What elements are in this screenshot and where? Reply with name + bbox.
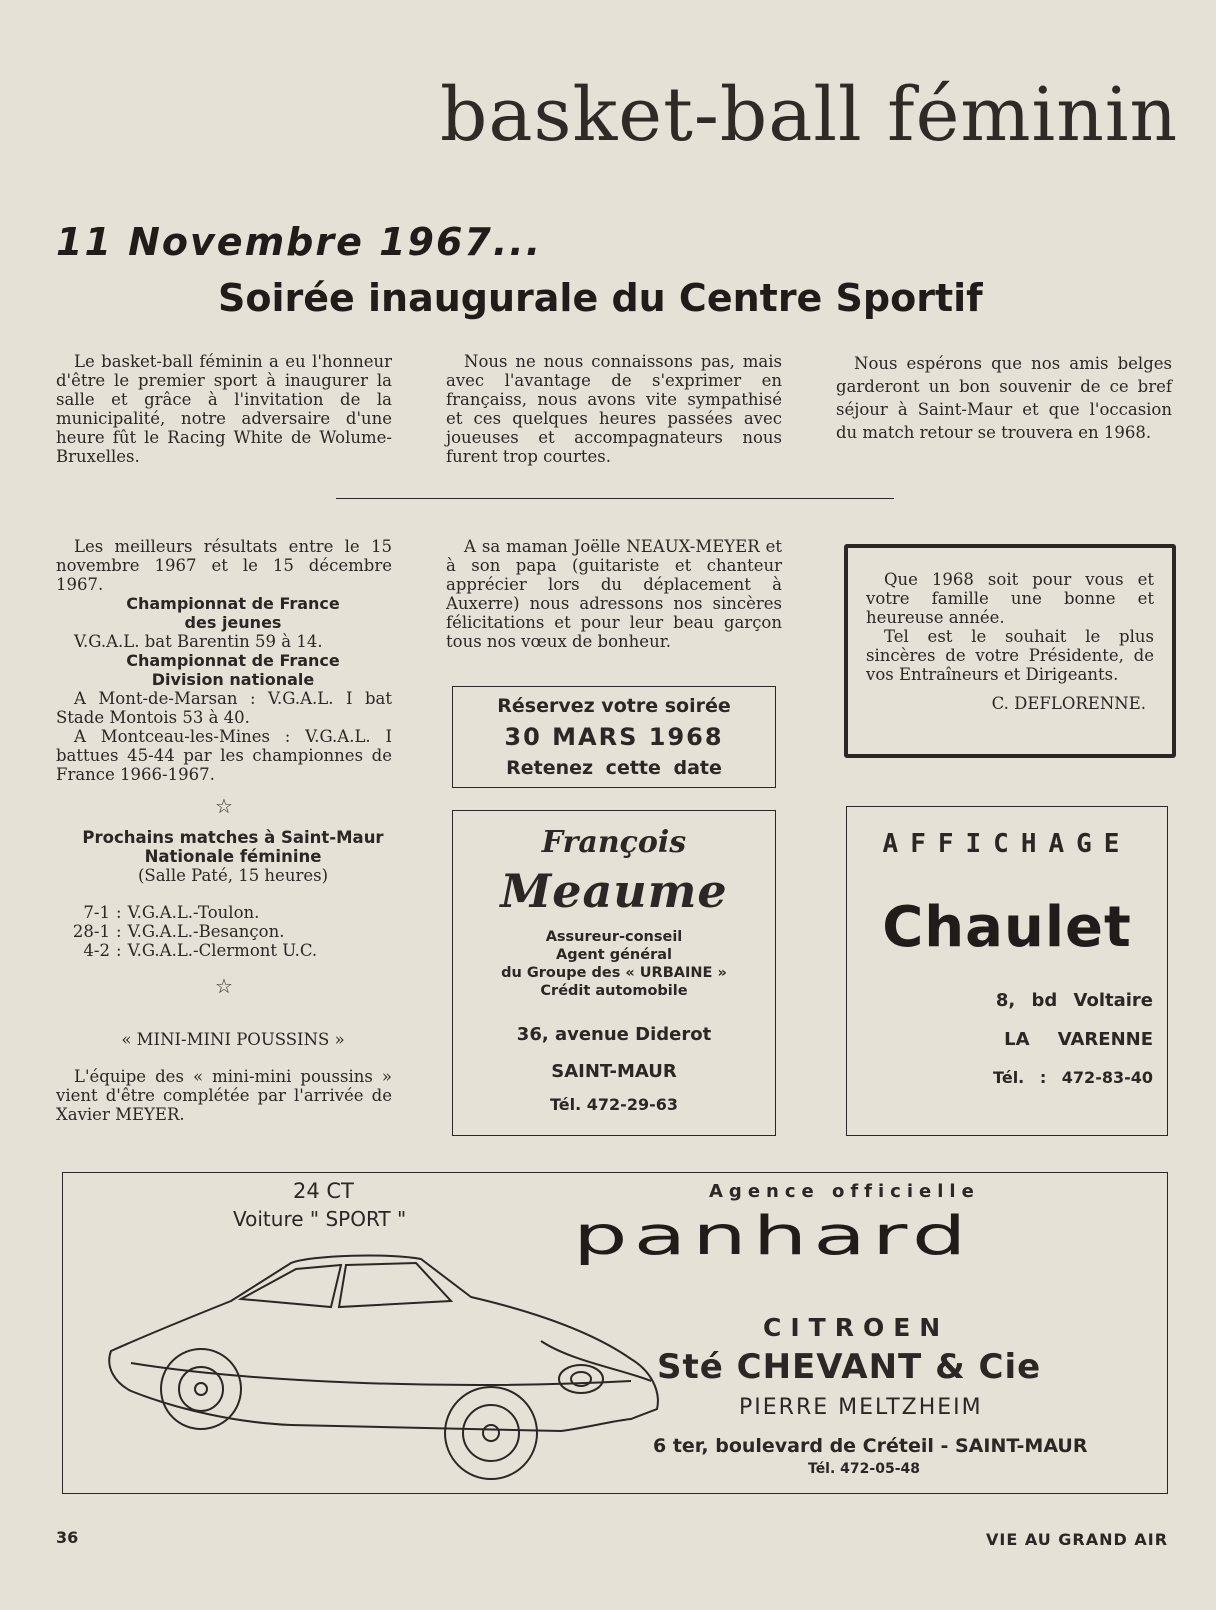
divider-rule [336,498,894,499]
ad-meaume-line: du Groupe des « URBAINE » [501,965,727,981]
ad-panhard-tel: Tél. 472-05-48 [808,1461,920,1477]
result-line: V.G.A.L. bat Barentin 59 à 14. [74,632,323,651]
result-line: A Mont-de-Marsan : V.G.A.L. I bat Stade Montois 53 à 40. [56,689,392,727]
article-column-1 [56,352,392,466]
match-teams: V.G.A.L.-Besançon. [127,922,285,941]
article-paragraph: Le basket-ball féminin a eu l'honneur d'être le premier sport à inaugurer la salle et grâce à l'invitation de la municipalité, notre adversaire d'une heure fût le Racing White de Wolume-Bruxelles. [56,352,392,466]
ad-chaulet [846,806,1168,1136]
article-column-2 [446,352,782,466]
ad-panhard-brand: panhard [573,1205,973,1267]
results-heading: Championnat de France [126,651,340,670]
next-matches-heading: Prochains matches à Saint-Maur [82,828,384,847]
reserve-line: Réservez votre soirée [497,695,731,717]
mini-poussins-text: L'équipe des « mini-mini poussins » vient d'être complétée par l'arrivée de Xavier MEYER. [56,1067,392,1124]
results-heading: Division nationale [151,670,315,689]
match-teams: V.G.A.L.-Clermont U.C. [127,941,318,960]
reserve-date: 30 MARS 1968 [504,723,724,751]
ad-meaume-line: Assureur-conseil [545,929,683,945]
article-paragraph: Nous ne nous connaissons pas, mais avec l'avantage de s'exprimer en françaiss, nous avons vite sympathisé et ces quelques heures passées avec joueuses et accompagnateurs nous furent trop courtes. [446,352,782,466]
ad-meaume-line: Agent général [555,947,672,963]
ad-chaulet-name: Chaulet [882,895,1132,960]
match-row: 28-1 : V.G.A.L.-Besançon. [56,922,392,941]
car-illustration [91,1241,691,1481]
match-row: 4-2 : V.G.A.L.-Clermont U.C. [56,941,392,960]
ad-chaulet-tel: Tél. : 472-83-40 [993,1068,1153,1087]
results-heading: des jeunes [184,613,282,632]
result-line: A Montceau-les-Mines : V.G.A.L. I battues 45-44 par les championnes de France 1966-1967. [56,727,392,784]
match-date: 7-1 [83,903,110,922]
article-subheading: Soirée inaugurale du Centre Sportif [218,276,983,320]
congrats-paragraph: A sa maman Joëlle NEAUX-MEYER et à son papa (guitariste et chanteur apprécier lors du déplacement à Auxerre) nous adressons nos sincères félicitations et pour leur beau garçon tous nos vœux de bonheur. [446,537,782,651]
ad-meaume-tel: Tél. 472-29-63 [550,1095,678,1114]
ad-panhard [62,1172,1168,1494]
ad-chaulet-city: LA VARENNE [1004,1029,1153,1050]
article-paragraph: Nous espérons que nos amis belges garderont un bon souvenir de ce bref séjour à Saint-Maur et que l'occasion du match retour se trouvera en 1968. [836,354,1172,442]
reserve-line: Retenez cette date [506,757,722,779]
ad-meaume-line: Crédit automobile [540,983,688,999]
ad-panhard-citroen: CITROEN [763,1313,950,1342]
next-matches-subheading: Nationale féminine [144,847,322,866]
ad-meaume [452,810,776,1136]
article-date-heading: 11 Novembre 1967... [56,220,543,264]
wishes-signature: C. DEFLORENNE. [991,694,1146,713]
reserve-date-box [452,686,776,788]
page-number: 36 [56,1528,79,1547]
mini-poussins-title: « MINI-MINI POUSSINS » [121,1030,345,1049]
wishes-box [844,544,1176,758]
ad-panhard-company: Sté CHEVANT & Cie [657,1347,1042,1387]
article-column-3 [836,352,1172,444]
ad-chaulet-heading: AFFICHAGE [882,829,1132,859]
match-date: 4-2 [83,941,110,960]
ad-panhard-model: 24 CT [293,1179,354,1203]
ad-panhard-address: 6 ter, boulevard de Créteil - SAINT-MAUR [653,1435,1088,1457]
ad-meaume-firstname: François [541,825,687,860]
ad-panhard-type: Voiture " SPORT " [233,1207,407,1231]
ad-chaulet-address: 8, bd Voltaire [995,990,1153,1011]
match-teams: V.G.A.L.-Toulon. [127,903,260,922]
ad-meaume-address: 36, avenue Diderot [516,1024,712,1045]
match-date: 28-1 [72,922,110,941]
wishes-paragraph: Que 1968 soit pour vous et votre famille une bonne et heureuse année. [866,570,1154,627]
results-column [56,537,392,1124]
next-matches-venue: (Salle Paté, 15 heures) [137,866,329,885]
ad-meaume-city: SAINT-MAUR [551,1061,677,1082]
congrats-text [446,537,782,651]
results-heading: Championnat de France [126,594,340,613]
match-row: 7-1 : V.G.A.L.-Toulon. [56,903,392,922]
star-icon: ☆ [215,794,233,818]
ad-meaume-lastname: Meaume [500,864,728,918]
star-icon: ☆ [215,974,233,998]
match-schedule [56,903,392,960]
magazine-name: VIE AU GRAND AIR [986,1530,1169,1549]
ad-panhard-owner: PIERRE MELTZHEIM [739,1395,983,1420]
results-intro: Les meilleurs résultats entre le 15 novembre 1967 et le 15 décembre 1967. [56,537,392,594]
ad-panhard-agency: Agence officielle [709,1181,980,1202]
wishes-paragraph: Tel est le souhait le plus sincères de votre Présidente, de vos Entraîneurs et Dirigeants. [866,627,1154,684]
section-title: basket-ball féminin [440,72,1179,158]
